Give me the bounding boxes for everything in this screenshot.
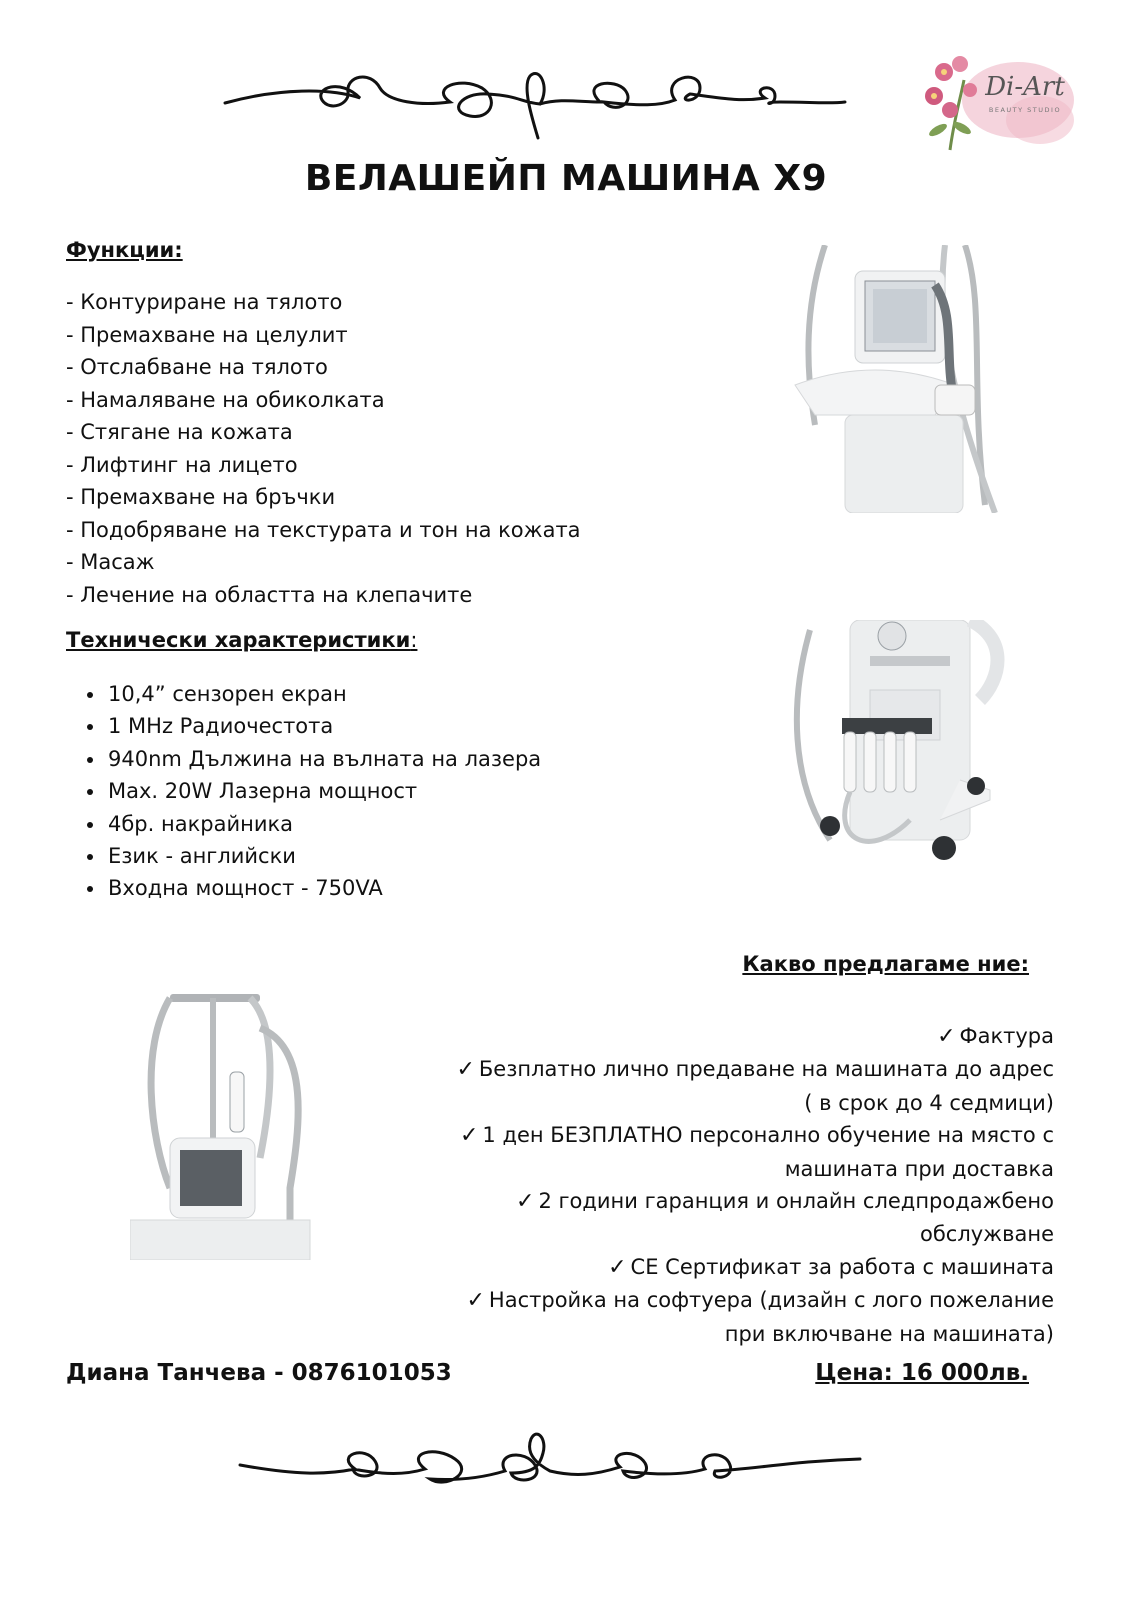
offer-text: Безплатно лично предаване на машината до адрес [478, 1057, 1054, 1082]
function-item: - Намаляване на обиколката [66, 387, 385, 412]
offer-text: машината при доставка [784, 1156, 1054, 1181]
functions-heading: Функции: [66, 238, 183, 262]
tech-item: • 4бр. накрайника [106, 808, 541, 840]
checkmark-icon: ✓ [937, 1024, 956, 1049]
offer-text: Настройка на софтуера (дизайн с лого пожелание [488, 1288, 1054, 1313]
offer-line [374, 1218, 1054, 1250]
offer-text: обслужване [919, 1222, 1054, 1247]
offer-text: Фактура [959, 1024, 1054, 1048]
offer-line [374, 1020, 1054, 1053]
functions-list [66, 286, 581, 611]
function-item: - Отслабване на тялото [66, 355, 328, 379]
tech-item: • 1 MHz Радиочестота [106, 710, 541, 742]
offer-text: 1 ден БЕЗПЛАТНО персонално обучение на място с [482, 1123, 1054, 1148]
tech-item: • Max. 20W Лазерна мощност [106, 775, 541, 807]
studio-logo [920, 50, 1078, 154]
function-item: - Масаж [66, 550, 155, 574]
offer-line [374, 1087, 1054, 1119]
page-title: ВЕЛАШЕЙП МАШИНА X9 [304, 158, 828, 199]
offer-line [374, 1053, 1054, 1086]
offer-line [374, 1284, 1054, 1317]
machine-image-side [130, 988, 315, 1260]
machine-image-front [785, 245, 1015, 513]
checkmark-icon: ✓ [459, 1123, 479, 1149]
offer-text: ( в срок до 4 седмици) [804, 1090, 1054, 1115]
checkmark-icon: ✓ [456, 1057, 475, 1083]
offer-list [374, 1020, 1054, 1350]
function-item: - Премахване на бръчки [66, 485, 336, 509]
function-item: - Стягане на кожата [66, 420, 293, 444]
top-flourish [220, 58, 850, 144]
offer-line [374, 1185, 1054, 1218]
price: Цена: 16 000лв. [815, 1360, 1029, 1386]
tech-heading [66, 628, 417, 652]
function-item: - Контуриране на тялото [66, 290, 343, 314]
logo-subtitle: BEAUTY STUDIO [988, 106, 1062, 114]
checkmark-icon: ✓ [466, 1288, 485, 1314]
function-item: - Лифтинг на лицето [66, 452, 298, 477]
offer-line [374, 1251, 1054, 1284]
bottom-flourish [235, 1425, 865, 1515]
offer-line [374, 1119, 1054, 1152]
tech-item: • 10,4” сензорен екран [106, 678, 541, 710]
offer-line [374, 1318, 1054, 1350]
tech-item: • Входна мощност - 750VA [106, 872, 541, 904]
function-item: - Премахване на целулит [66, 322, 348, 347]
tech-heading-text: Технически характеристики [66, 628, 411, 652]
offer-heading: Какво предлагаме ние: [742, 952, 1029, 976]
function-item: - Лечение на областта на клепачите [66, 582, 473, 607]
offer-text: при включване на машината) [724, 1321, 1054, 1346]
contact-info: Диана Танчева - 0876101053 [66, 1360, 452, 1386]
tech-heading-colon: : [410, 628, 418, 652]
offer-text: 2 години гаранция и онлайн следпродажбено [538, 1189, 1054, 1214]
function-item: - Подобряване на текстурата и тон на кожата [66, 517, 581, 542]
offer-text: CE Сертификат за работа с машината [630, 1254, 1054, 1279]
tech-list [66, 678, 541, 905]
logo-name: Di-Art [985, 72, 1065, 102]
checkmark-icon: ✓ [516, 1189, 535, 1215]
checkmark-icon: ✓ [608, 1254, 627, 1280]
tech-item: • 940nm Дължина на вълната на лазера [106, 743, 541, 775]
tech-item: • Език - английски [106, 840, 541, 872]
machine-image-back [790, 620, 1015, 868]
offer-line [374, 1153, 1054, 1185]
